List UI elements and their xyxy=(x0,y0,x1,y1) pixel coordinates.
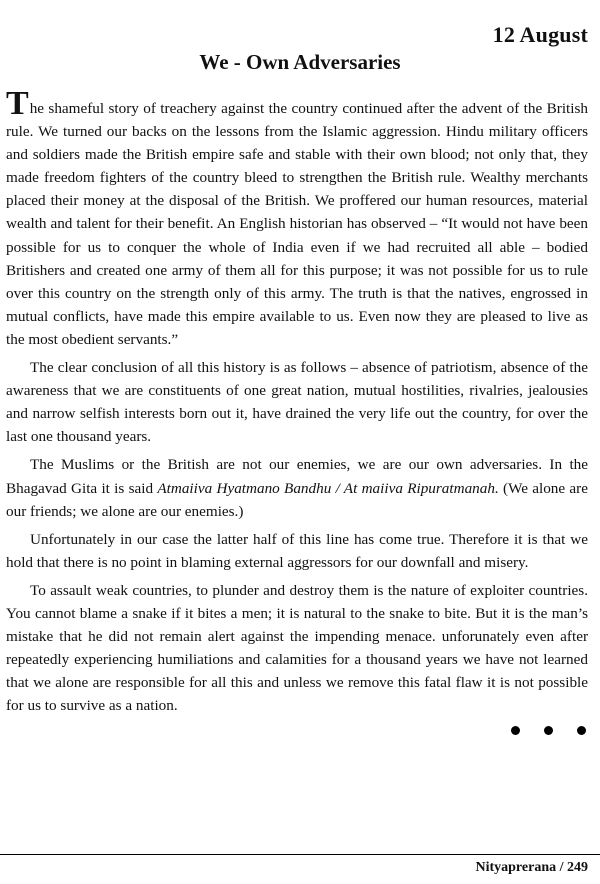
body-text xyxy=(6,85,588,722)
paragraph-1 xyxy=(6,85,588,351)
paragraph-3-text-after: (We alone are our friends; we alone are our enemies.) xyxy=(6,479,588,520)
bullet-dot-icon xyxy=(577,726,586,735)
paragraph-2: The clear conclusion of all this history is as follows – absence of patriotism, absence of the awareness that we are constituents of one great nation, mutual hostilities, rivalries, jealousies and narrow selfish interests born out it, have drained the very life out the country, for over the last one thousand years. xyxy=(6,359,588,446)
page-title: We - Own Adversaries xyxy=(199,50,401,74)
end-ornament xyxy=(511,726,586,735)
paragraph-5: To assault weak countries, to plunder and destroy them is the nature of exploiter countries. You cannot blame a snake if it bites a men; it is natural to the snake to bite. But it is the man’s mistake that he did not remain alert against the impending menace. unforunately even after repeatedly experiencing humiliations and calamities for a thousand years we have not learned that we alone are responsible for all this and unless we remove this fatal flaw it is not possible for us to survive as a nation. xyxy=(6,581,588,715)
page-date: 12 August xyxy=(492,22,588,47)
bullet-dot-icon xyxy=(511,726,520,735)
bullet-dot-icon xyxy=(544,726,553,735)
drop-cap: T xyxy=(6,85,29,122)
paragraph-1-text: he shameful story of treachery against the country continued after the advent of the British rule. We turned our backs on the lessons from the Islamic aggression. Hindu military officers and soldiers made the British empire safe and stable with their own blood; not only that, they made freedom fighters of the country bleed to strengthen the British rule. Wealthy merchants placed their money at the disposal of the British. We proffered our human resources, material wealth and talent for their benefit. An English historian has observed – “It would not have been possible for us to conquer the whole of India even if we had recruited all able – bodied Britishers and created one army of them all for this purpose; it was not possible for us to rule over this country on the strength only of this army. The truth is that the natives, engrossed in mutual conflicts, have made this empire available to us. Even now they are pleased to live as the most obedient servants.” xyxy=(6,100,588,348)
paragraph-3 xyxy=(6,453,588,522)
page-footer: Nityaprerana / 249 xyxy=(475,860,588,875)
paragraph-4: Unfortunately in our case the latter half of this line has come true. Therefore it is that we hold that there is no point in blaming external aggressors for our downfall and misery. xyxy=(6,530,588,571)
footer-rule xyxy=(0,854,600,855)
paragraph-3-text-before: The Muslims or the British are not our enemies, we are our own adversaries. In the Bhagavad Gita it is said xyxy=(6,456,588,497)
gita-quote: Atmaiiva Hyatmano Bandhu / At maiiva Ripuratmanah. xyxy=(157,479,499,497)
